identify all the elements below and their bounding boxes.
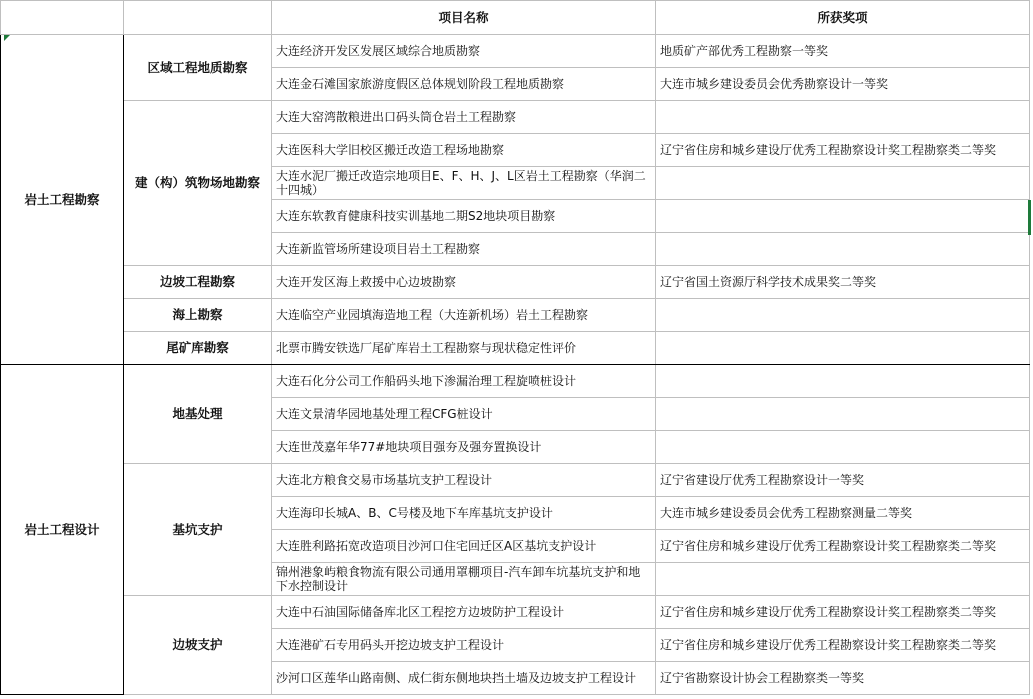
table-row [1, 332, 1030, 365]
award-cell[interactable] [656, 299, 1030, 332]
project-cell[interactable]: 大连金石滩国家旅游度假区总体规划阶段工程地质勘察 [272, 68, 656, 101]
category-cell[interactable]: 边坡支护 [124, 596, 272, 695]
award-cell[interactable]: 辽宁省住房和城乡建设厅优秀工程勘察设计奖工程勘察类二等奖 [656, 596, 1030, 629]
award-cell[interactable]: 辽宁省住房和城乡建设厅优秀工程勘察设计奖工程勘察类二等奖 [656, 530, 1030, 563]
table-row [1, 365, 1030, 398]
project-cell[interactable]: 大连世茂嘉年华77#地块项目强夯及强夯置换设计 [272, 431, 656, 464]
project-cell[interactable]: 大连医科大学旧校区搬迁改造工程场地勘察 [272, 134, 656, 167]
table-row [1, 266, 1030, 299]
award-cell[interactable] [656, 332, 1030, 365]
category-cell[interactable]: 区域工程地质勘察 [124, 35, 272, 101]
award-cell[interactable] [656, 233, 1030, 266]
table-row [1, 101, 1030, 134]
header-award[interactable]: 所获奖项 [656, 1, 1030, 35]
project-cell[interactable]: 大连经济开发区发展区域综合地质勘察 [272, 35, 656, 68]
selection-edge-marker [1028, 200, 1031, 235]
header-empty-cell-2[interactable] [124, 1, 272, 35]
category-cell[interactable]: 基坑支护 [124, 464, 272, 596]
category-cell[interactable]: 边坡工程勘察 [124, 266, 272, 299]
award-cell[interactable]: 辽宁省勘察设计协会工程勘察类一等奖 [656, 662, 1030, 695]
award-cell[interactable] [656, 200, 1030, 233]
project-cell[interactable]: 大连中石油国际储备库北区工程挖方边坡防护工程设计 [272, 596, 656, 629]
project-cell[interactable]: 锦州港象屿粮食物流有限公司通用罩棚项目-汽车卸车坑基坑支护和地下水控制设计 [272, 563, 656, 596]
table-row [1, 299, 1030, 332]
project-cell[interactable]: 大连水泥厂搬迁改造宗地项目E、F、H、J、L区岩土工程勘察（华润二十四城） [272, 167, 656, 200]
project-cell[interactable]: 大连东软教育健康科技实训基地二期S2地块项目勘察 [272, 200, 656, 233]
project-cell[interactable]: 大连文景清华园地基处理工程CFG桩设计 [272, 398, 656, 431]
award-cell[interactable] [656, 398, 1030, 431]
category-cell[interactable]: 建（构）筑物场地勘察 [124, 101, 272, 266]
project-cell[interactable]: 北票市腾安铁选厂尾矿库岩土工程勘察与现状稳定性评价 [272, 332, 656, 365]
award-cell[interactable]: 辽宁省住房和城乡建设厅优秀工程勘察设计奖工程勘察类二等奖 [656, 134, 1030, 167]
category-cell[interactable]: 海上勘察 [124, 299, 272, 332]
category-cell[interactable]: 尾矿库勘察 [124, 332, 272, 365]
section-cell[interactable]: 岩土工程勘察 [1, 35, 124, 365]
project-cell[interactable]: 大连大窑湾散粮进出口码头筒仓岩土工程勘察 [272, 101, 656, 134]
award-cell[interactable] [656, 431, 1030, 464]
award-cell[interactable]: 辽宁省建设厅优秀工程勘察设计一等奖 [656, 464, 1030, 497]
project-cell[interactable]: 大连海印长城A、B、C号楼及地下车库基坑支护设计 [272, 497, 656, 530]
section-cell[interactable]: 岩土工程设计 [1, 365, 124, 695]
project-cell[interactable]: 大连石化分公司工作船码头地下渗漏治理工程旋喷桩设计 [272, 365, 656, 398]
project-cell[interactable]: 大连临空产业园填海造地工程（大连新机场）岩土工程勘察 [272, 299, 656, 332]
table-row [1, 596, 1030, 629]
award-cell[interactable]: 大连市城乡建设委员会优秀工程勘察测量二等奖 [656, 497, 1030, 530]
award-cell[interactable]: 辽宁省住房和城乡建设厅优秀工程勘察设计奖工程勘察类二等奖 [656, 629, 1030, 662]
header-row [1, 1, 1030, 35]
project-cell[interactable]: 大连新监管场所建设项目岩土工程勘察 [272, 233, 656, 266]
header-empty-cell-1[interactable] [1, 1, 124, 35]
table-row [1, 464, 1030, 497]
project-cell[interactable]: 大连胜利路拓宽改造项目沙河口住宅回迁区A区基坑支护设计 [272, 530, 656, 563]
award-cell[interactable]: 辽宁省国土资源厅科学技术成果奖二等奖 [656, 266, 1030, 299]
award-cell[interactable] [656, 167, 1030, 200]
project-cell[interactable]: 沙河口区莲华山路南侧、成仁街东侧地块挡土墙及边坡支护工程设计 [272, 662, 656, 695]
award-cell[interactable]: 地质矿产部优秀工程勘察一等奖 [656, 35, 1030, 68]
award-cell[interactable]: 大连市城乡建设委员会优秀勘察设计一等奖 [656, 68, 1030, 101]
project-cell[interactable]: 大连北方粮食交易市场基坑支护工程设计 [272, 464, 656, 497]
award-cell[interactable] [656, 365, 1030, 398]
table-row [1, 35, 1030, 68]
award-cell[interactable] [656, 101, 1030, 134]
cell-indicator-triangle [4, 35, 10, 41]
category-cell[interactable]: 地基处理 [124, 365, 272, 464]
header-project-name[interactable]: 项目名称 [272, 1, 656, 35]
project-cell[interactable]: 大连开发区海上救援中心边坡勘察 [272, 266, 656, 299]
project-cell[interactable]: 大连港矿石专用码头开挖边坡支护工程设计 [272, 629, 656, 662]
award-cell[interactable] [656, 563, 1030, 596]
